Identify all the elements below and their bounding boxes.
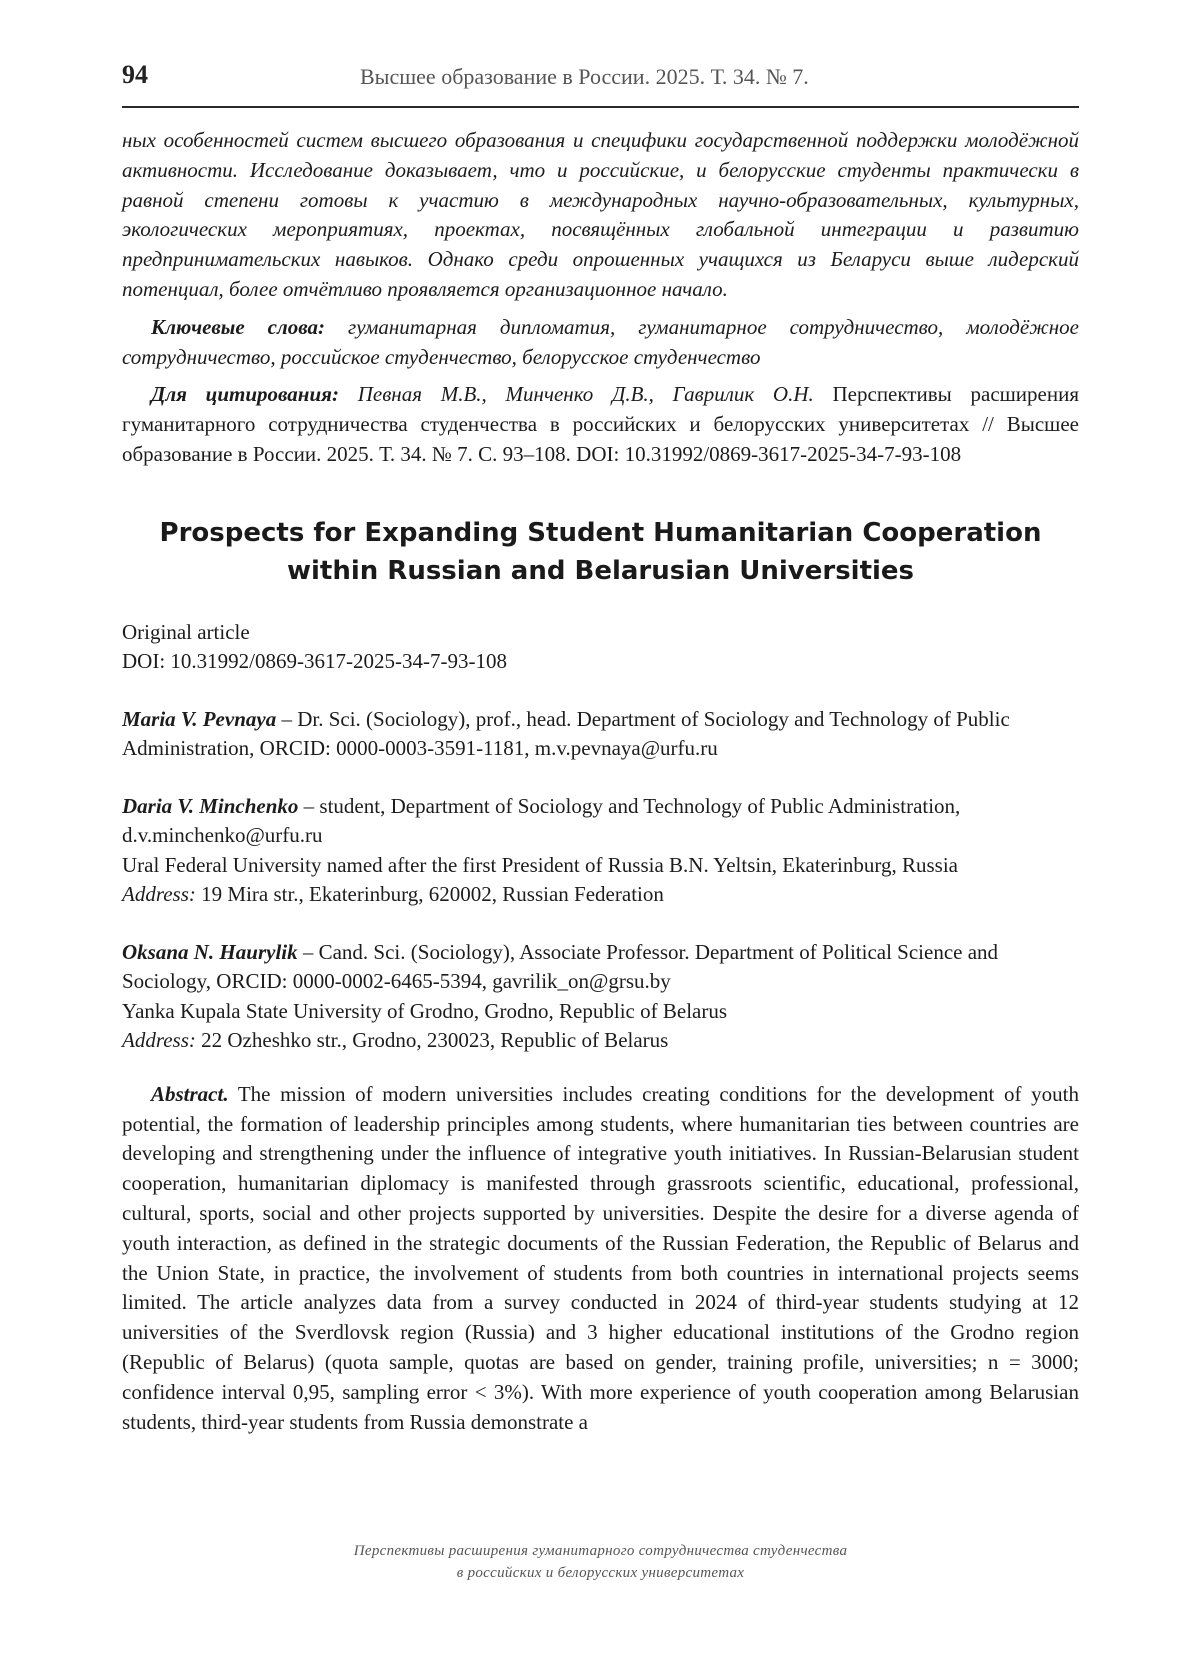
author-entry [122,938,1079,997]
footer-line-1: Перспективы расширения гуманитарного сотрудничества студенчества [353,1543,848,1559]
author-name: Oksana N. Haurylik [122,939,298,964]
author-affiliation: Yanka Kupala State University of Grodno, Grodno, Republic of Belarus [122,998,728,1023]
author-address [122,880,1079,910]
address-label: Address: [122,882,196,907]
running-header [122,60,1079,108]
author-entry [122,705,1079,764]
article-doi: DOI: 10.31992/0869-3617-2025-34-7-93-108 [122,649,507,674]
author-block-1 [122,705,1079,764]
abstract-en-text: The mission of modern universities includes creating conditions for the development of youth potential, the formation of leadership principles among students, where humanitarian ties between countries are developing and strengthening under the influence of integrative youth initiatives. In Russian-Belarusian student cooperation, humanitarian diplomacy is manifested through grassroots scientific, educational, professional, cultural, sports, social and other projects supported by universities. Despite the desire for a diverse agenda of youth interaction, as defined in the strategic documents of the Russian Federation, the Republic of Belarus and the Union State, in practice, the involvement of students from both countries in international projects seems limited. The article analyzes data from a survey conducted in 2024 of third-year students studying at 12 universities of the Sverdlovsk region (Russia) and 3 higher educational institutions of the Grodno region (Republic of Belarus) (quota sample, quotas are based on gender, training profile, universities; n = 3000; confidence interval 0,95, sampling error < 3%). With more experience of youth cooperation among Belarusian students, third-year students from Russia demonstrate a [122,1081,1079,1434]
footer-line-2: в российских и белорусских университетах [456,1565,745,1581]
abstract-en-label: Abstract. [151,1081,229,1106]
abstract-en [122,1080,1079,1438]
keywords-ru-label: Ключевые слова: [151,314,326,339]
page-number: 94 [122,60,148,89]
author-name: Maria V. Pevnaya [122,706,277,731]
author-block-3 [122,938,1079,1056]
article-title-en: Prospects for Expanding Student Humanitarian Cooperation within Russian and Belarusian Universities [159,517,1042,586]
citation-ru-label: Для цитирования: [151,382,339,407]
citation-ru-text: Перспективы расширения гуманитарного сотрудничества студенчества в российских и белорусских университетах // Высшее образование в России. 2025. Т. 34. № 7. С. 93–108. DOI: 10.31992/0869-3617-2025-34-7-93-108 [122,382,1079,466]
author-block-2 [122,792,1079,910]
article-type: Original article [122,619,250,644]
author-info: – student, Department of Sociology and Technology of Public Administration, d.v.minchenko@urfu.ru [122,793,961,848]
address-text: 22 Ozheshko str., Grodno, 230023, Republic of Belarus [201,1028,669,1053]
author-info: – Dr. Sci. (Sociology), prof., head. Department of Sociology and Technology of Public Administration, ORCID: 0000-0003-3591-1181, m.v.pevnaya@urfu.ru [122,706,1010,761]
address-label: Address: [122,1028,196,1053]
author-name: Daria V. Minchenko [122,793,299,818]
address-text: 19 Mira str., Ekaterinburg, 620002, Russian Federation [201,882,664,907]
author-address [122,1026,1079,1056]
journal-title: Высшее образование в России. 2025. Т. 34. № 7. [360,64,809,89]
citation-ru [122,380,1079,469]
abstract-ru-continuation: ных особенностей систем высшего образования и специфики государственной поддержки молодёжной активности. Исследование доказывает, что и российские, и белорусские студенты практически в равной степени готовы к участию в международных научно-образовательных, культурных, экологических мероприятиях, проектах, посвящённых глобальной интеграции и развитию предпринимательских навыков. Однако среди опрошенных учащихся из Беларуси выше лидерский потенциал, более отчётливо проявляется организационное начало. [122,128,1079,301]
citation-ru-authors: Певная М.В., Минченко Д.В., Гаврилик О.Н. [357,382,814,407]
running-footer [122,1540,1079,1584]
author-affiliation: Ural Federal University named after the first President of Russia B.N. Yeltsin, Ekaterinburg, Russia [122,852,958,877]
keywords-ru-text: гуманитарная дипломатия, гуманитарное сотрудничество, молодёжное сотрудничество, российское студенчество, белорусское студенчество [122,314,1079,369]
article-meta [122,618,1079,677]
keywords-ru [122,313,1079,373]
page-content [122,126,1079,1437]
author-entry [122,792,1079,851]
author-info: – Cand. Sci. (Sociology), Associate Professor. Department of Political Science and Sociology, ORCID: 0000-0002-6465-5394, gavrilik_on@grsu.by [122,939,999,994]
